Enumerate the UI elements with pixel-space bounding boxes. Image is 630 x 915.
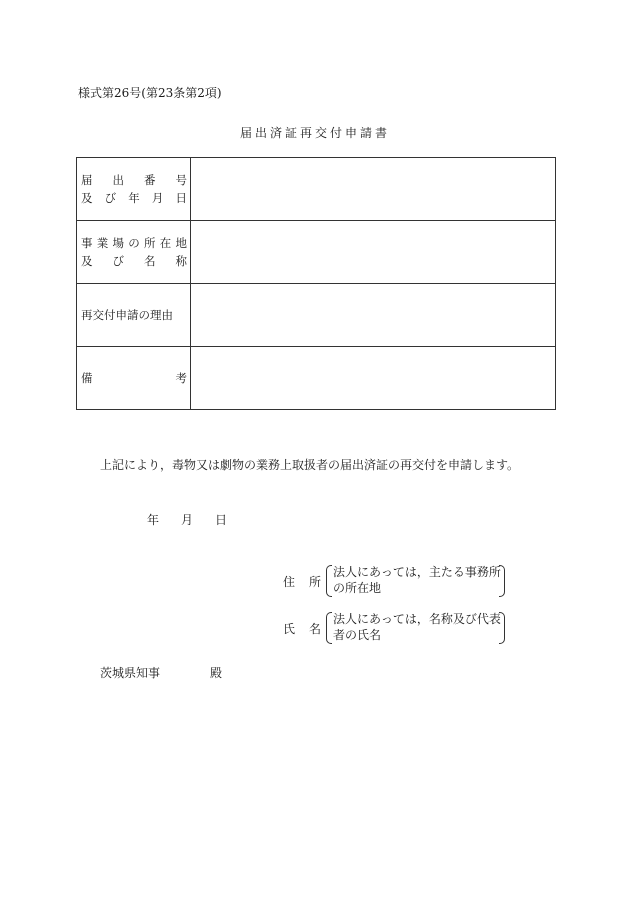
left-bracket (326, 565, 332, 597)
name-note-line: 者の氏名 (333, 628, 382, 642)
label-char: 在 (159, 236, 172, 250)
label-business-location-name (77, 221, 191, 284)
label-line (81, 234, 187, 252)
label-char: 番 (144, 173, 156, 187)
table-row-reissue-reason (77, 284, 556, 347)
label-char: 住 (283, 575, 296, 589)
table-row-remarks (77, 347, 556, 410)
date-month: 月 (181, 513, 194, 527)
document-title: 届出済証再交付申請書 (239, 126, 390, 140)
label-char: 所 (144, 236, 156, 250)
label-char: 届 (81, 173, 93, 187)
label-char: 名 (309, 622, 322, 636)
name-note (333, 611, 501, 643)
label-char: び (112, 254, 124, 268)
label-notification-number-date (77, 158, 191, 221)
label-char: 日 (175, 191, 187, 205)
label-char: 及 (81, 191, 93, 205)
label-text: 再交付申請の理由 (81, 308, 173, 322)
right-bracket (499, 612, 505, 644)
label-char: 業 (96, 236, 109, 250)
label-line (81, 306, 187, 324)
name-label (283, 620, 321, 637)
label-line (81, 189, 187, 207)
label-char: 地 (175, 236, 187, 250)
label-line (81, 171, 187, 189)
date-day: 日 (215, 513, 228, 527)
date-line (147, 511, 227, 528)
label-char: 出 (112, 173, 124, 187)
right-bracket (499, 565, 505, 597)
label-char: 氏 (283, 622, 296, 636)
address-note (333, 564, 501, 596)
label-char: の (128, 236, 140, 250)
address-note-line: の所在地 (333, 581, 382, 595)
label-reissue-reason (77, 284, 191, 347)
table-row-business-location (77, 221, 556, 284)
label-char: 号 (175, 173, 187, 187)
label-line (81, 252, 187, 270)
address-label (283, 573, 321, 590)
label-char: 及 (81, 254, 93, 268)
table-row-notification-number (77, 158, 556, 221)
label-char: 年 (128, 191, 140, 205)
label-char: 備 (81, 371, 93, 385)
date-year: 年 (147, 513, 160, 527)
label-char: 名 (144, 254, 156, 268)
label-char: 考 (175, 371, 187, 385)
field-remarks[interactable] (191, 347, 556, 410)
label-char: 所 (309, 575, 322, 589)
label-char: 場 (112, 236, 124, 250)
field-reissue-reason[interactable] (191, 284, 556, 347)
label-char: 称 (175, 254, 187, 268)
addressee-recipient: 茨城県知事 (100, 666, 161, 680)
name-note-line: 法人にあっては，名称及び代表 (333, 612, 501, 626)
addressee (100, 664, 222, 681)
label-char: 事 (81, 236, 93, 250)
field-business-location-name[interactable] (191, 221, 556, 284)
label-char: び (104, 191, 117, 205)
label-line (81, 369, 187, 387)
form-number: 様式第26号(第23条第2項) (78, 86, 222, 100)
field-notification-number-date[interactable] (191, 158, 556, 221)
address-note-line: 法人にあっては，主たる事務所 (333, 565, 501, 579)
application-table (76, 157, 556, 410)
addressee-honorific: 殿 (210, 666, 223, 680)
left-bracket (326, 612, 332, 644)
label-remarks (77, 347, 191, 410)
label-char: 月 (151, 191, 164, 205)
application-statement: 上記により，毒物又は劇物の業務上取扱者の届出済証の再交付を申請します。 (100, 458, 520, 472)
